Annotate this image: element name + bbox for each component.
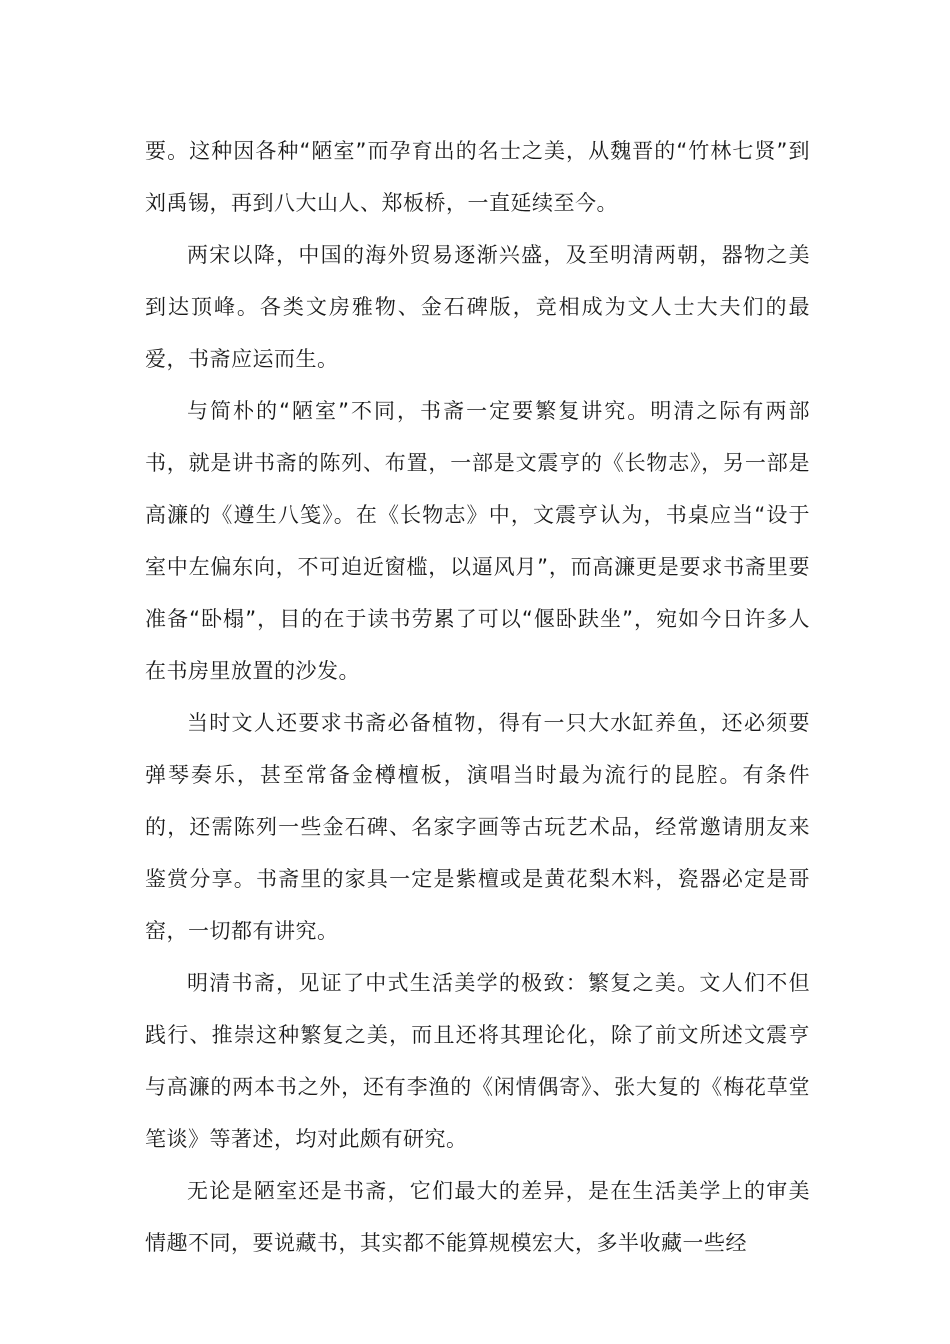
- paragraph-1: 要。这种因各种“陋室”而孕育出的名士之美，从魏晋的“竹林七贤”到刘禹锡，再到八大山人、郑板桥，一直延续至今。: [145, 139, 810, 215]
- paragraph-6: 无论是陋室还是书斋，它们最大的差异，是在生活美学上的审美情趣不同，要说藏书，其实都不能算规模宏大，多半收藏一些经: [145, 1179, 810, 1255]
- document-page: [145, 125, 810, 1269]
- paragraph-5: 明清书斋，见证了中式生活美学的极致：繁复之美。文人们不但践行、推崇这种繁复之美，而且还将其理论化，除了前文所述文震亨与高濂的两本书之外，还有李渔的《闲情偶寄》、张大复的《梅花草堂笔谈》等著述，均对此颇有研究。: [145, 971, 810, 1151]
- paragraph-4: 当时文人还要求书斋必备植物，得有一只大水缸养鱼，还必须要弹琴奏乐，甚至常备金樽檀板，演唱当时最为流行的昆腔。有条件的，还需陈列一些金石碑、名家字画等古玩艺术品，经常邀请朋友来鉴赏分享。书斋里的家具一定是紫檀或是黄花梨木料，瓷器必定是哥窑，一切都有讲究。: [145, 711, 810, 943]
- paragraph-3: 与简朴的“陋室”不同，书斋一定要繁复讲究。明清之际有两部书，就是讲书斋的陈列、布置，一部是文震亨的《长物志》，另一部是高濂的《遵生八笺》。在《长物志》中，文震亨认为，书桌应当“设于室中左偏东向，不可迫近窗槛，以逼风月”，而高濂更是要求书斋里要准备“卧榻”，目的在于读书劳累了可以“偃卧趺坐”，宛如今日许多人在书房里放置的沙发。: [145, 399, 810, 683]
- paragraph-2: 两宋以降，中国的海外贸易逐渐兴盛，及至明清两朝，器物之美到达顶峰。各类文房雅物、金石碑版，竞相成为文人士大夫们的最爱，书斋应运而生。: [145, 243, 810, 371]
